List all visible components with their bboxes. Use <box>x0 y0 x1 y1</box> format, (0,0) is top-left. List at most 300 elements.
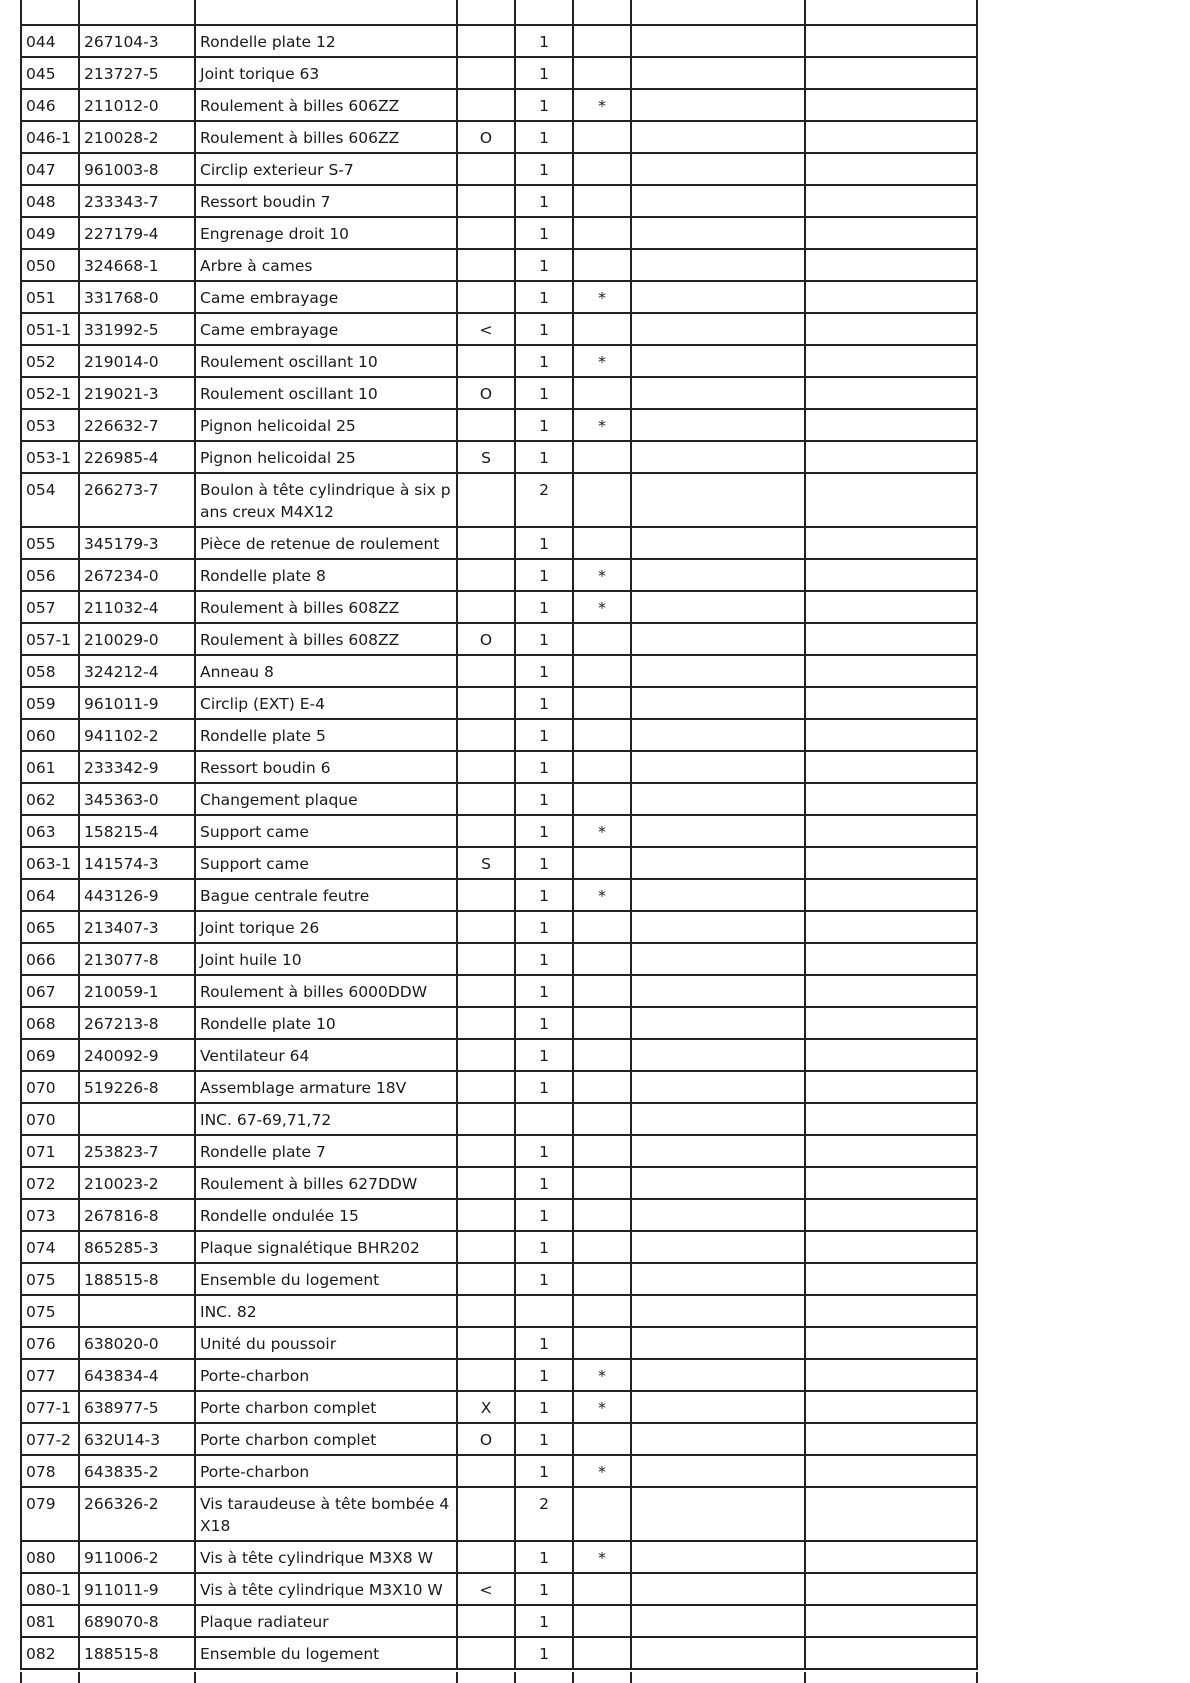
change-code-cell <box>457 1071 515 1103</box>
empty-cell <box>805 313 977 345</box>
item-number-cell: 079 <box>21 1487 79 1541</box>
note-mark-cell: * <box>573 1541 631 1573</box>
change-code-cell <box>457 943 515 975</box>
description-cell: Joint torique 26 <box>195 911 457 943</box>
empty-cell <box>631 1199 805 1231</box>
empty-cell <box>631 1231 805 1263</box>
change-code-cell <box>457 783 515 815</box>
empty-cell <box>631 1103 805 1135</box>
empty-cell <box>631 783 805 815</box>
empty-cell <box>805 1231 977 1263</box>
empty-cell <box>631 1541 805 1573</box>
empty-cell <box>631 1135 805 1167</box>
description-cell: Arbre à cames <box>195 249 457 281</box>
empty-cell <box>631 1637 805 1669</box>
note-mark-cell <box>573 473 631 527</box>
item-number-cell: 077-2 <box>21 1423 79 1455</box>
description-cell: Rondelle ondulée 15 <box>195 1199 457 1231</box>
empty-cell <box>805 1391 977 1423</box>
table-row <box>21 1455 977 1487</box>
item-number-cell: 062 <box>21 783 79 815</box>
empty-cell <box>631 719 805 751</box>
empty-cell <box>631 1423 805 1455</box>
note-mark-cell: * <box>573 559 631 591</box>
table-row <box>21 527 977 559</box>
empty-cell <box>805 847 977 879</box>
empty-cell <box>631 121 805 153</box>
part-number-cell: 961003-8 <box>79 153 195 185</box>
description-cell: Changement plaque <box>195 783 457 815</box>
item-number-cell: 055 <box>21 527 79 559</box>
empty-cell <box>805 911 977 943</box>
empty-cell <box>805 249 977 281</box>
part-number-cell: 158215-4 <box>79 815 195 847</box>
note-mark-cell <box>573 1637 631 1669</box>
note-mark-cell <box>573 911 631 943</box>
part-number-cell: 253823-7 <box>79 1135 195 1167</box>
part-number-cell: 188515-8 <box>79 1637 195 1669</box>
empty-cell <box>631 89 805 121</box>
table-row <box>21 559 977 591</box>
empty-cell <box>805 217 977 249</box>
item-number-cell: 053-1 <box>21 441 79 473</box>
empty-cell <box>805 1541 977 1573</box>
empty-cell <box>631 623 805 655</box>
empty-cell <box>805 1135 977 1167</box>
table-row <box>21 121 977 153</box>
note-mark-cell: * <box>573 1391 631 1423</box>
note-mark-cell: * <box>573 1455 631 1487</box>
change-code-cell <box>457 1455 515 1487</box>
part-number-cell: 267816-8 <box>79 1199 195 1231</box>
quantity-cell: 1 <box>515 655 573 687</box>
empty-cell <box>805 687 977 719</box>
note-mark-cell <box>573 1295 631 1327</box>
change-code-cell: < <box>457 1573 515 1605</box>
item-number-cell: 065 <box>21 911 79 943</box>
description-cell: Ensemble du logement <box>195 1637 457 1669</box>
quantity-cell: 1 <box>515 1605 573 1637</box>
quantity-cell: 1 <box>515 1423 573 1455</box>
description-cell: Roulement à billes 606ZZ <box>195 89 457 121</box>
note-mark-cell <box>573 1103 631 1135</box>
empty-cell <box>805 1263 977 1295</box>
note-mark-cell <box>573 57 631 89</box>
empty-cell <box>631 345 805 377</box>
change-code-cell: O <box>457 1423 515 1455</box>
table-row <box>21 345 977 377</box>
empty-cell <box>805 1605 977 1637</box>
quantity-cell: 1 <box>515 879 573 911</box>
description-cell: Bague centrale feutre <box>195 879 457 911</box>
table-row <box>21 1199 977 1231</box>
item-number-cell: 072 <box>21 1167 79 1199</box>
description-cell: Circlip (EXT) E-4 <box>195 687 457 719</box>
part-number-cell: 226985-4 <box>79 441 195 473</box>
description-cell: Plaque radiateur <box>195 1605 457 1637</box>
note-mark-cell <box>573 1071 631 1103</box>
note-mark-cell <box>573 1135 631 1167</box>
part-number-cell: 210029-0 <box>79 623 195 655</box>
quantity-cell: 1 <box>515 1135 573 1167</box>
empty-cell <box>805 559 977 591</box>
empty-cell <box>805 1103 977 1135</box>
item-number-cell: 075 <box>21 1295 79 1327</box>
empty-cell <box>631 249 805 281</box>
part-number-cell: 213407-3 <box>79 911 195 943</box>
note-mark-cell <box>573 623 631 655</box>
change-code-cell <box>457 1327 515 1359</box>
quantity-cell: 1 <box>515 313 573 345</box>
item-number-cell: 049 <box>21 217 79 249</box>
change-code-cell <box>457 1039 515 1071</box>
table-row <box>21 975 977 1007</box>
part-number-cell: 331992-5 <box>79 313 195 345</box>
description-cell: Rondelle plate 12 <box>195 25 457 57</box>
item-number-cell: 044 <box>21 25 79 57</box>
change-code-cell <box>457 345 515 377</box>
part-number-cell: 941102-2 <box>79 719 195 751</box>
empty-cell <box>805 441 977 473</box>
description-cell: INC. 67-69,71,72 <box>195 1103 457 1135</box>
empty-cell <box>805 1167 977 1199</box>
note-mark-cell <box>573 1573 631 1605</box>
part-number-cell: 141574-3 <box>79 847 195 879</box>
table-row <box>21 89 977 121</box>
table-row <box>21 911 977 943</box>
empty-cell <box>631 153 805 185</box>
empty-cell <box>805 1071 977 1103</box>
description-cell: Roulement oscillant 10 <box>195 345 457 377</box>
part-number-cell: 233343-7 <box>79 185 195 217</box>
description-cell: Roulement à billes 627DDW <box>195 1167 457 1199</box>
note-mark-cell: * <box>573 591 631 623</box>
parts-list-table <box>20 24 978 1670</box>
description-cell: INC. 82 <box>195 1295 457 1327</box>
item-number-cell: 071 <box>21 1135 79 1167</box>
part-number-cell: 632U14-3 <box>79 1423 195 1455</box>
empty-cell <box>805 377 977 409</box>
part-number-cell: 267104-3 <box>79 25 195 57</box>
table-row <box>21 1007 977 1039</box>
note-mark-cell <box>573 847 631 879</box>
item-number-cell: 060 <box>21 719 79 751</box>
description-cell: Vis taraudeuse à tête bombée 4X18 <box>195 1487 457 1541</box>
part-number-cell: 267213-8 <box>79 1007 195 1039</box>
item-number-cell: 066 <box>21 943 79 975</box>
change-code-cell <box>457 751 515 783</box>
part-number-cell: 643835-2 <box>79 1455 195 1487</box>
note-mark-cell: * <box>573 345 631 377</box>
part-number-cell: 267234-0 <box>79 559 195 591</box>
item-number-cell: 080 <box>21 1541 79 1573</box>
empty-cell <box>631 847 805 879</box>
empty-cell <box>805 1327 977 1359</box>
part-number-cell: 211012-0 <box>79 89 195 121</box>
table-top-edge <box>20 0 978 24</box>
table-row <box>21 687 977 719</box>
change-code-cell <box>457 1199 515 1231</box>
change-code-cell <box>457 1231 515 1263</box>
change-code-cell: X <box>457 1391 515 1423</box>
quantity-cell: 1 <box>515 1391 573 1423</box>
empty-cell <box>805 121 977 153</box>
change-code-cell <box>457 591 515 623</box>
item-number-cell: 046-1 <box>21 121 79 153</box>
change-code-cell <box>457 1295 515 1327</box>
table-row <box>21 1487 977 1541</box>
change-code-cell <box>457 527 515 559</box>
description-cell: Porte charbon complet <box>195 1391 457 1423</box>
table-row <box>21 1541 977 1573</box>
description-cell: Roulement à billes 606ZZ <box>195 121 457 153</box>
empty-cell <box>631 25 805 57</box>
quantity-cell: 1 <box>515 623 573 655</box>
quantity-cell: 1 <box>515 217 573 249</box>
part-number-cell: 519226-8 <box>79 1071 195 1103</box>
quantity-cell: 1 <box>515 345 573 377</box>
note-mark-cell <box>573 655 631 687</box>
table-row <box>21 249 977 281</box>
description-cell: Unité du poussoir <box>195 1327 457 1359</box>
empty-cell <box>805 1295 977 1327</box>
description-cell: Joint huile 10 <box>195 943 457 975</box>
change-code-cell: S <box>457 847 515 879</box>
quantity-cell: 1 <box>515 185 573 217</box>
description-cell: Ventilateur 64 <box>195 1039 457 1071</box>
description-cell: Support came <box>195 847 457 879</box>
change-code-cell <box>457 911 515 943</box>
quantity-cell: 1 <box>515 57 573 89</box>
note-mark-cell <box>573 783 631 815</box>
empty-cell <box>805 783 977 815</box>
table-row <box>21 1039 977 1071</box>
empty-cell <box>805 1199 977 1231</box>
note-mark-cell <box>573 153 631 185</box>
part-number-cell: 219021-3 <box>79 377 195 409</box>
table-row <box>21 1359 977 1391</box>
empty-cell <box>631 409 805 441</box>
table-row <box>21 1167 977 1199</box>
empty-cell <box>805 281 977 313</box>
description-cell: Rondelle plate 8 <box>195 559 457 591</box>
change-code-cell <box>457 1263 515 1295</box>
empty-cell <box>805 655 977 687</box>
note-mark-cell: * <box>573 1359 631 1391</box>
quantity-cell: 1 <box>515 153 573 185</box>
description-cell: Porte-charbon <box>195 1455 457 1487</box>
part-number-cell: 345179-3 <box>79 527 195 559</box>
part-number-cell: 227179-4 <box>79 217 195 249</box>
note-mark-cell <box>573 249 631 281</box>
note-mark-cell <box>573 687 631 719</box>
change-code-cell: O <box>457 623 515 655</box>
empty-cell <box>631 1391 805 1423</box>
item-number-cell: 050 <box>21 249 79 281</box>
change-code-cell <box>457 409 515 441</box>
description-cell: Roulement à billes 6000DDW <box>195 975 457 1007</box>
item-number-cell: 077 <box>21 1359 79 1391</box>
quantity-cell: 1 <box>515 943 573 975</box>
table-row <box>21 783 977 815</box>
note-mark-cell <box>573 1327 631 1359</box>
empty-cell <box>805 1455 977 1487</box>
change-code-cell <box>457 25 515 57</box>
change-code-cell <box>457 57 515 89</box>
quantity-cell: 1 <box>515 687 573 719</box>
table-row <box>21 1071 977 1103</box>
part-number-cell: 213077-8 <box>79 943 195 975</box>
empty-cell <box>631 1573 805 1605</box>
item-number-cell: 063 <box>21 815 79 847</box>
empty-cell <box>805 57 977 89</box>
table-row <box>21 1391 977 1423</box>
empty-cell <box>631 1071 805 1103</box>
note-mark-cell <box>573 1263 631 1295</box>
change-code-cell <box>457 249 515 281</box>
table-row <box>21 623 977 655</box>
table-row <box>21 1103 977 1135</box>
item-number-cell: 053 <box>21 409 79 441</box>
item-number-cell: 054 <box>21 473 79 527</box>
change-code-cell <box>457 559 515 591</box>
quantity-cell: 1 <box>515 751 573 783</box>
change-code-cell <box>457 687 515 719</box>
quantity-cell: 1 <box>515 441 573 473</box>
empty-cell <box>805 1359 977 1391</box>
empty-cell <box>805 1007 977 1039</box>
item-number-cell: 076 <box>21 1327 79 1359</box>
description-cell: Pièce de retenue de roulement <box>195 527 457 559</box>
change-code-cell <box>457 719 515 751</box>
note-mark-cell <box>573 1199 631 1231</box>
quantity-cell: 1 <box>515 249 573 281</box>
description-cell: Circlip exterieur S-7 <box>195 153 457 185</box>
quantity-cell: 2 <box>515 473 573 527</box>
empty-cell <box>631 441 805 473</box>
quantity-cell: 2 <box>515 1487 573 1541</box>
item-number-cell: 074 <box>21 1231 79 1263</box>
change-code-cell <box>457 815 515 847</box>
table-row <box>21 281 977 313</box>
note-mark-cell <box>573 943 631 975</box>
empty-cell <box>805 1573 977 1605</box>
change-code-cell <box>457 1359 515 1391</box>
part-number-cell: 266273-7 <box>79 473 195 527</box>
table-row <box>21 815 977 847</box>
empty-cell <box>631 943 805 975</box>
change-code-cell <box>457 1167 515 1199</box>
table-row <box>21 1295 977 1327</box>
empty-cell <box>631 751 805 783</box>
description-cell: Boulon à tête cylindrique à six pans creux M4X12 <box>195 473 457 527</box>
quantity-cell: 1 <box>515 527 573 559</box>
quantity-cell <box>515 1103 573 1135</box>
description-cell: Rondelle plate 7 <box>195 1135 457 1167</box>
item-number-cell: 069 <box>21 1039 79 1071</box>
empty-cell <box>805 975 977 1007</box>
part-number-cell: 638977-5 <box>79 1391 195 1423</box>
description-cell: Vis à tête cylindrique M3X10 W <box>195 1573 457 1605</box>
quantity-cell: 1 <box>515 1573 573 1605</box>
part-number-cell: 643834-4 <box>79 1359 195 1391</box>
empty-cell <box>805 751 977 783</box>
change-code-cell <box>457 473 515 527</box>
quantity-cell: 1 <box>515 783 573 815</box>
note-mark-cell <box>573 313 631 345</box>
empty-cell <box>631 281 805 313</box>
table-row <box>21 719 977 751</box>
empty-cell <box>631 1605 805 1637</box>
empty-cell <box>631 815 805 847</box>
quantity-cell: 1 <box>515 719 573 751</box>
part-number-cell: 331768-0 <box>79 281 195 313</box>
change-code-cell <box>457 185 515 217</box>
part-number-cell: 213727-5 <box>79 57 195 89</box>
item-number-cell: 058 <box>21 655 79 687</box>
description-cell: Rondelle plate 5 <box>195 719 457 751</box>
quantity-cell: 1 <box>515 1455 573 1487</box>
part-number-cell: 219014-0 <box>79 345 195 377</box>
description-cell: Ressort boudin 7 <box>195 185 457 217</box>
quantity-cell: 1 <box>515 1637 573 1669</box>
part-number-cell <box>79 1103 195 1135</box>
quantity-cell: 1 <box>515 1263 573 1295</box>
change-code-cell: < <box>457 313 515 345</box>
table-row <box>21 943 977 975</box>
table-row <box>21 377 977 409</box>
item-number-cell: 052-1 <box>21 377 79 409</box>
empty-cell <box>631 527 805 559</box>
description-cell: Engrenage droit 10 <box>195 217 457 249</box>
quantity-cell: 1 <box>515 1359 573 1391</box>
change-code-cell <box>457 1103 515 1135</box>
item-number-cell: 081 <box>21 1605 79 1637</box>
note-mark-cell <box>573 25 631 57</box>
empty-cell <box>805 345 977 377</box>
part-number-cell <box>79 1295 195 1327</box>
quantity-cell: 1 <box>515 281 573 313</box>
part-number-cell: 210028-2 <box>79 121 195 153</box>
item-number-cell: 080-1 <box>21 1573 79 1605</box>
part-number-cell: 865285-3 <box>79 1231 195 1263</box>
item-number-cell: 051-1 <box>21 313 79 345</box>
table-row <box>21 409 977 441</box>
item-number-cell: 078 <box>21 1455 79 1487</box>
quantity-cell: 1 <box>515 1007 573 1039</box>
table-row <box>21 153 977 185</box>
empty-cell <box>805 185 977 217</box>
quantity-cell: 1 <box>515 1071 573 1103</box>
quantity-cell: 1 <box>515 89 573 121</box>
note-mark-cell: * <box>573 409 631 441</box>
empty-cell <box>631 185 805 217</box>
description-cell: Pignon helicoidal 25 <box>195 441 457 473</box>
note-mark-cell <box>573 1487 631 1541</box>
note-mark-cell <box>573 217 631 249</box>
description-cell: Anneau 8 <box>195 655 457 687</box>
description-cell: Pignon helicoidal 25 <box>195 409 457 441</box>
description-cell: Ressort boudin 6 <box>195 751 457 783</box>
note-mark-cell <box>573 1039 631 1071</box>
empty-cell <box>805 815 977 847</box>
change-code-cell <box>457 1637 515 1669</box>
quantity-cell: 1 <box>515 25 573 57</box>
part-number-cell: 210059-1 <box>79 975 195 1007</box>
change-code-cell <box>457 975 515 1007</box>
empty-cell <box>631 217 805 249</box>
empty-cell <box>631 911 805 943</box>
